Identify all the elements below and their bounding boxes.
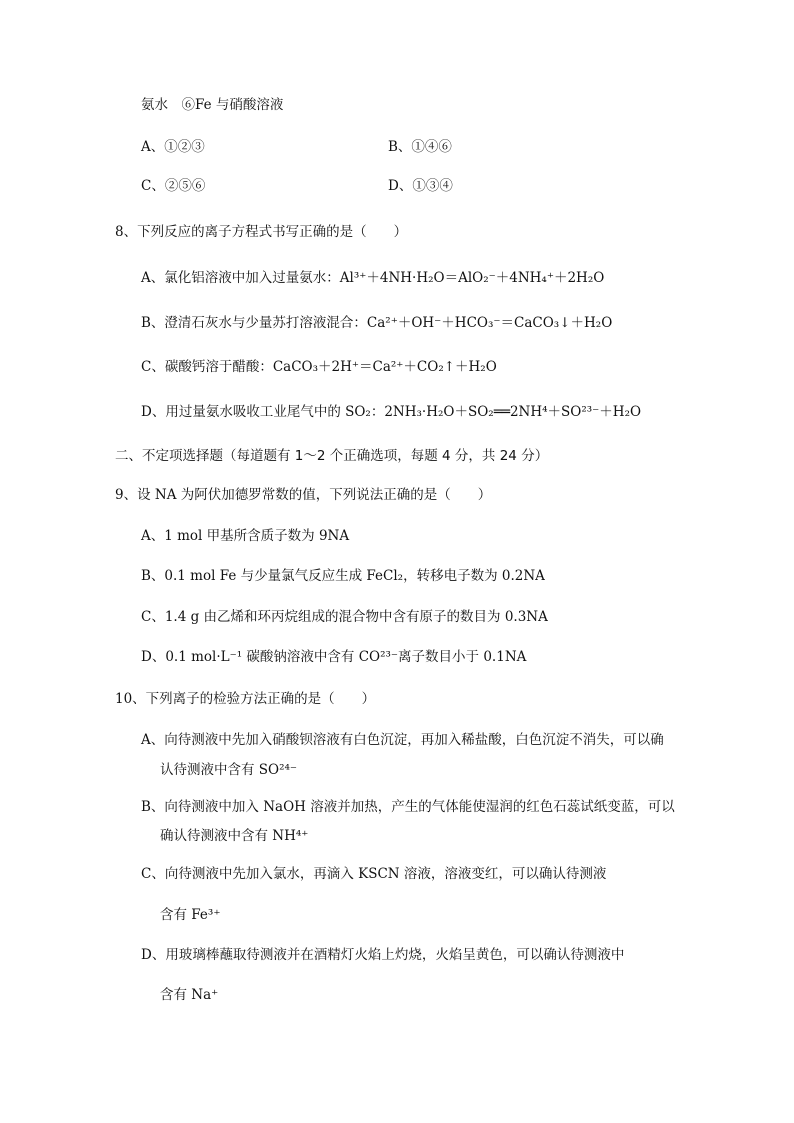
q7-continuation: 氨水 ⑥Fe 与硝酸溶液 [141,97,284,113]
q9-option-c: C、1.4 g 由乙烯和环丙烷组成的混合物中含有原子的数目为 0.3NA [141,609,548,625]
q7-option-a: A、①②③ [141,139,205,155]
q10-option-b-line1: B、向待测液中加入 NaOH 溶液并加热，产生的气体能使湿润的红色石蕊试纸变蓝，可以 [141,799,675,815]
q7-option-b: B、①④⑥ [388,139,452,155]
q10-option-a-line1: A、向待测液中先加入硝酸钡溶液有白色沉淀，再加入稀盐酸，白色沉淀不消失，可以确 [141,732,664,748]
q8-stem: 8、下列反应的离子方程式书写正确的是（ ） [115,224,408,240]
q9-option-b: B、0.1 mol Fe 与少量氯气反应生成 FeCl₂，转移电子数为 0.2NA [141,568,545,584]
q8-option-b: B、澄清石灰水与少量苏打溶液混合：Ca²⁺＋OH⁻＋HCO₃⁻＝CaCO₃↓＋H₂O [141,315,613,331]
q9-stem: 9、设 NA 为阿伏加德罗常数的值，下列说法正确的是（ ） [115,487,492,503]
q10-option-d-line1: D、用玻璃棒蘸取待测液并在酒精灯火焰上灼烧，火焰呈黄色，可以确认待测液中 [141,947,625,963]
q8-option-a: A、氯化铝溶液中加入过量氨水：Al³⁺＋4NH·H₂O＝AlO₂⁻＋4NH₄⁺＋2H₂O [141,270,605,286]
q7-option-d: D、①③④ [388,178,453,194]
q10-option-c-line1: C、向待测液中先加入氯水，再滴入 KSCN 溶液，溶液变红，可以确认待测液 [141,866,607,882]
q10-stem: 10、下列离子的检验方法正确的是（ ） [115,691,376,707]
q9-option-d: D、0.1 mol·L⁻¹ 碳酸钠溶液中含有 CO²³⁻离子数目小于 0.1NA [141,649,527,665]
q10-option-c-line2: 含有 Fe³⁺ [160,907,221,923]
q10-option-d-line2: 含有 Na⁺ [160,987,219,1003]
q9-option-a: A、1 mol 甲基所含质子数为 9NA [141,528,350,544]
q10-option-a-line2: 认待测液中含有 SO²⁴⁻ [160,762,298,778]
q8-option-c: C、碳酸钙溶于醋酸：CaCO₃＋2H⁺＝Ca²⁺＋CO₂↑＋H₂O [141,359,497,375]
q8-option-d: D、用过量氨水吸收工业尾气中的 SO₂：2NH₃·H₂O＋SO₂══2NH⁴＋SO²³⁻＋H₂O [141,404,642,420]
q10-option-b-line2: 确认待测液中含有 NH⁴⁺ [160,828,309,844]
q7-option-c: C、②⑤⑥ [141,178,206,194]
section-title: 二、不定项选择题（每道题有 1～2 个正确选项，每题 4 分，共 24 分） [115,448,549,464]
